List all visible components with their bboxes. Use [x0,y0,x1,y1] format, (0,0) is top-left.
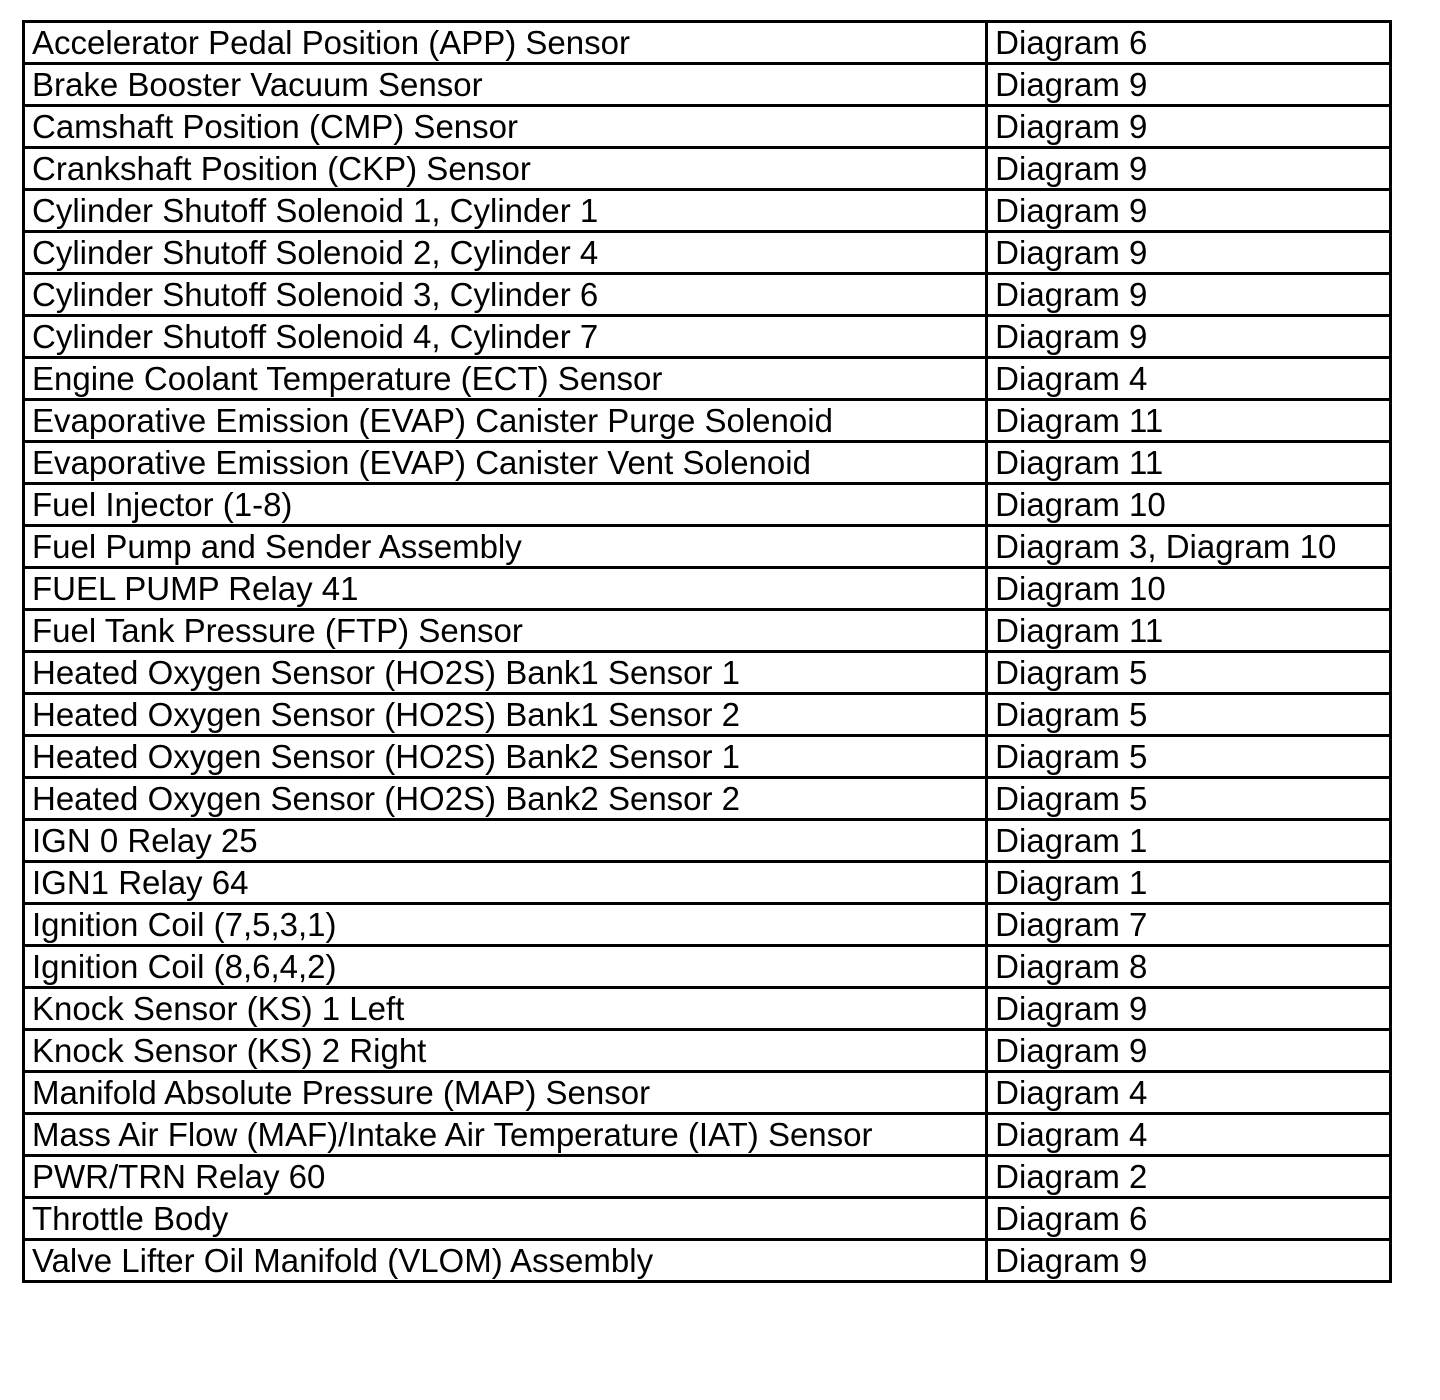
component-cell: PWR/TRN Relay 60 [24,1156,987,1198]
diagram-cell: Diagram 9 [987,190,1391,232]
component-cell: Accelerator Pedal Position (APP) Sensor [24,22,987,64]
diagram-cell: Diagram 6 [987,22,1391,64]
component-cell: Crankshaft Position (CKP) Sensor [24,148,987,190]
table-row [24,736,1391,778]
component-cell: Heated Oxygen Sensor (HO2S) Bank2 Sensor 2 [24,778,987,820]
diagram-cell: Diagram 9 [987,106,1391,148]
component-cell: Evaporative Emission (EVAP) Canister Purge Solenoid [24,400,987,442]
table-row [24,190,1391,232]
diagram-cell: Diagram 9 [987,148,1391,190]
diagram-cell: Diagram 1 [987,820,1391,862]
component-cell: Cylinder Shutoff Solenoid 3, Cylinder 6 [24,274,987,316]
table-row [24,148,1391,190]
diagram-cell: Diagram 4 [987,1072,1391,1114]
table-row [24,232,1391,274]
component-cell: Camshaft Position (CMP) Sensor [24,106,987,148]
diagram-cell: Diagram 11 [987,610,1391,652]
table-row [24,820,1391,862]
component-cell: Cylinder Shutoff Solenoid 2, Cylinder 4 [24,232,987,274]
component-cell: Fuel Injector (1-8) [24,484,987,526]
diagram-cell: Diagram 11 [987,400,1391,442]
diagram-cell: Diagram 9 [987,316,1391,358]
diagram-cell: Diagram 9 [987,64,1391,106]
diagram-cell: Diagram 9 [987,232,1391,274]
diagram-cell: Diagram 9 [987,988,1391,1030]
diagram-cell: Diagram 9 [987,1030,1391,1072]
table-row [24,64,1391,106]
diagram-cell: Diagram 5 [987,652,1391,694]
component-cell: Mass Air Flow (MAF)/Intake Air Temperature (IAT) Sensor [24,1114,987,1156]
component-cell: Cylinder Shutoff Solenoid 4, Cylinder 7 [24,316,987,358]
component-cell: FUEL PUMP Relay 41 [24,568,987,610]
diagram-cell: Diagram 6 [987,1198,1391,1240]
component-diagram-table [22,20,1392,1283]
component-cell: Heated Oxygen Sensor (HO2S) Bank1 Sensor 2 [24,694,987,736]
component-cell: Engine Coolant Temperature (ECT) Sensor [24,358,987,400]
table-row [24,904,1391,946]
component-cell: Cylinder Shutoff Solenoid 1, Cylinder 1 [24,190,987,232]
table-row [24,484,1391,526]
diagram-cell: Diagram 1 [987,862,1391,904]
component-cell: IGN1 Relay 64 [24,862,987,904]
table-body [24,22,1391,1282]
table-row [24,274,1391,316]
component-cell: Brake Booster Vacuum Sensor [24,64,987,106]
table-row [24,568,1391,610]
component-cell: Knock Sensor (KS) 1 Left [24,988,987,1030]
diagram-cell: Diagram 3, Diagram 10 [987,526,1391,568]
table-row [24,1072,1391,1114]
table-row [24,988,1391,1030]
diagram-cell: Diagram 4 [987,1114,1391,1156]
component-cell: IGN 0 Relay 25 [24,820,987,862]
diagram-cell: Diagram 9 [987,274,1391,316]
diagram-cell: Diagram 10 [987,568,1391,610]
table-row [24,1198,1391,1240]
table-row [24,778,1391,820]
table-row [24,106,1391,148]
diagram-cell: Diagram 5 [987,778,1391,820]
component-cell: Manifold Absolute Pressure (MAP) Sensor [24,1072,987,1114]
diagram-cell: Diagram 2 [987,1156,1391,1198]
component-cell: Ignition Coil (8,6,4,2) [24,946,987,988]
diagram-cell: Diagram 7 [987,904,1391,946]
diagram-cell: Diagram 11 [987,442,1391,484]
component-cell: Evaporative Emission (EVAP) Canister Vent Solenoid [24,442,987,484]
component-cell: Heated Oxygen Sensor (HO2S) Bank2 Sensor 1 [24,736,987,778]
diagram-cell: Diagram 8 [987,946,1391,988]
table-row [24,22,1391,64]
table-row [24,400,1391,442]
table-row [24,1030,1391,1072]
diagram-cell: Diagram 10 [987,484,1391,526]
table-row [24,358,1391,400]
table-row [24,862,1391,904]
component-cell: Fuel Tank Pressure (FTP) Sensor [24,610,987,652]
diagram-cell: Diagram 5 [987,736,1391,778]
table-row [24,946,1391,988]
component-cell: Valve Lifter Oil Manifold (VLOM) Assembly [24,1240,987,1282]
component-cell: Knock Sensor (KS) 2 Right [24,1030,987,1072]
diagram-cell: Diagram 9 [987,1240,1391,1282]
table-row [24,1156,1391,1198]
table-row [24,1114,1391,1156]
component-cell: Heated Oxygen Sensor (HO2S) Bank1 Sensor 1 [24,652,987,694]
table-row [24,526,1391,568]
table-row [24,610,1391,652]
component-cell: Fuel Pump and Sender Assembly [24,526,987,568]
diagram-cell: Diagram 5 [987,694,1391,736]
component-cell: Ignition Coil (7,5,3,1) [24,904,987,946]
table-row [24,694,1391,736]
table-row [24,652,1391,694]
table-row [24,316,1391,358]
table-row [24,1240,1391,1282]
diagram-cell: Diagram 4 [987,358,1391,400]
table-row [24,442,1391,484]
component-cell: Throttle Body [24,1198,987,1240]
